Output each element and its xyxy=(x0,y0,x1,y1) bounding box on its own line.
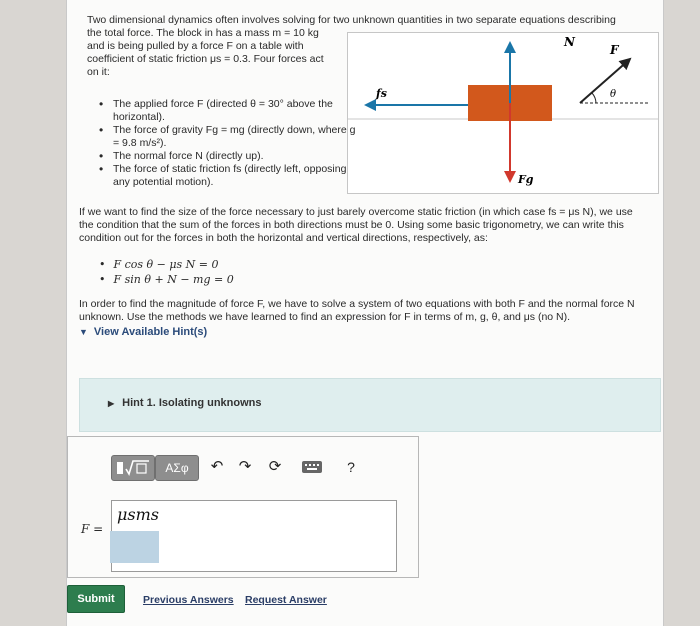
previous-answers-link[interactable]: Previous Answers xyxy=(143,594,234,606)
view-hints-label: View Available Hint(s) xyxy=(93,326,208,338)
answer-input-cursor-slot[interactable] xyxy=(110,531,159,563)
intro-line: Two dimensional dynamics often involves solving for two unknown quantities in two separate equations describing xyxy=(87,14,616,26)
hint-panel xyxy=(79,378,661,432)
angle-arc xyxy=(592,93,596,103)
answer-label: F = xyxy=(81,522,104,536)
sqrt-template-icon xyxy=(112,456,154,480)
paragraph-task: In order to find the magnitude of force F, we have to solve a system of two equations with both F and the normal force N unknown. Use the methods we have learned to find an expression for F in terms of m, g, θ, and μs (no N). xyxy=(79,298,635,323)
view-hints-toggle[interactable] xyxy=(79,326,207,338)
force-item: • The force of static friction fs (directly left, opposing any potential motion). xyxy=(99,163,364,189)
force-diagram xyxy=(347,32,659,194)
force-diagram-svg xyxy=(348,33,658,193)
reset-icon[interactable]: ⟳ xyxy=(268,458,282,475)
redo-icon[interactable]: ↷ xyxy=(238,458,252,475)
equation-horizontal: • F cos θ − μs N = 0 xyxy=(99,258,219,271)
force-item: • The normal force N (directly up). xyxy=(99,150,364,163)
keyboard-glyph xyxy=(301,459,323,475)
label-theta: θ xyxy=(610,89,617,100)
request-answer-link[interactable]: Request Answer xyxy=(245,594,327,606)
greek-symbols-button[interactable]: ΑΣφ xyxy=(155,455,199,481)
caret-down-icon: ▼ xyxy=(79,327,88,337)
hint-1-label: Hint 1. Isolating unknowns xyxy=(122,397,262,409)
applied-force-arrow xyxy=(580,59,630,103)
problem-page xyxy=(66,0,664,626)
label-Fg: Fg xyxy=(518,173,534,186)
keyboard-icon[interactable] xyxy=(297,455,327,479)
force-list xyxy=(99,98,364,189)
templates-button[interactable] xyxy=(111,455,155,481)
submit-button[interactable]: Submit xyxy=(67,585,125,613)
answer-input-value[interactable]: μsms xyxy=(117,505,159,524)
label-fs: fs xyxy=(376,87,387,100)
force-item: • The force of gravity Fg = mg (directly down, where g = 9.8 m/s²). xyxy=(99,124,364,150)
equation-vertical: • F sin θ + N − mg = 0 xyxy=(99,273,234,286)
caret-right-icon: ▶ xyxy=(108,399,115,408)
label-F: F xyxy=(610,43,619,57)
paragraph-condition: If we want to find the size of the force necessary to just barely overcome static friction (in which case fs = μs N), we use the condition that the sum of the forces in both directions must be 0. Using some basic trigonometry, we can write this condition out for the forces in both the horizontal and vertical directions, respectively, as: xyxy=(79,206,633,244)
force-item: • The applied force F (directed θ = 30° above the horizontal). xyxy=(99,98,364,124)
hint-1-toggle[interactable] xyxy=(108,397,262,409)
undo-icon[interactable]: ↶ xyxy=(210,458,224,475)
label-N: N xyxy=(564,35,575,49)
intro-rest: the total force. The block in has a mass m = 10 kg and is being pulled by a force F on a table with coefficient of static friction μs = 0.3. Four forces act on it: xyxy=(87,27,324,78)
help-icon[interactable]: ? xyxy=(347,459,355,475)
